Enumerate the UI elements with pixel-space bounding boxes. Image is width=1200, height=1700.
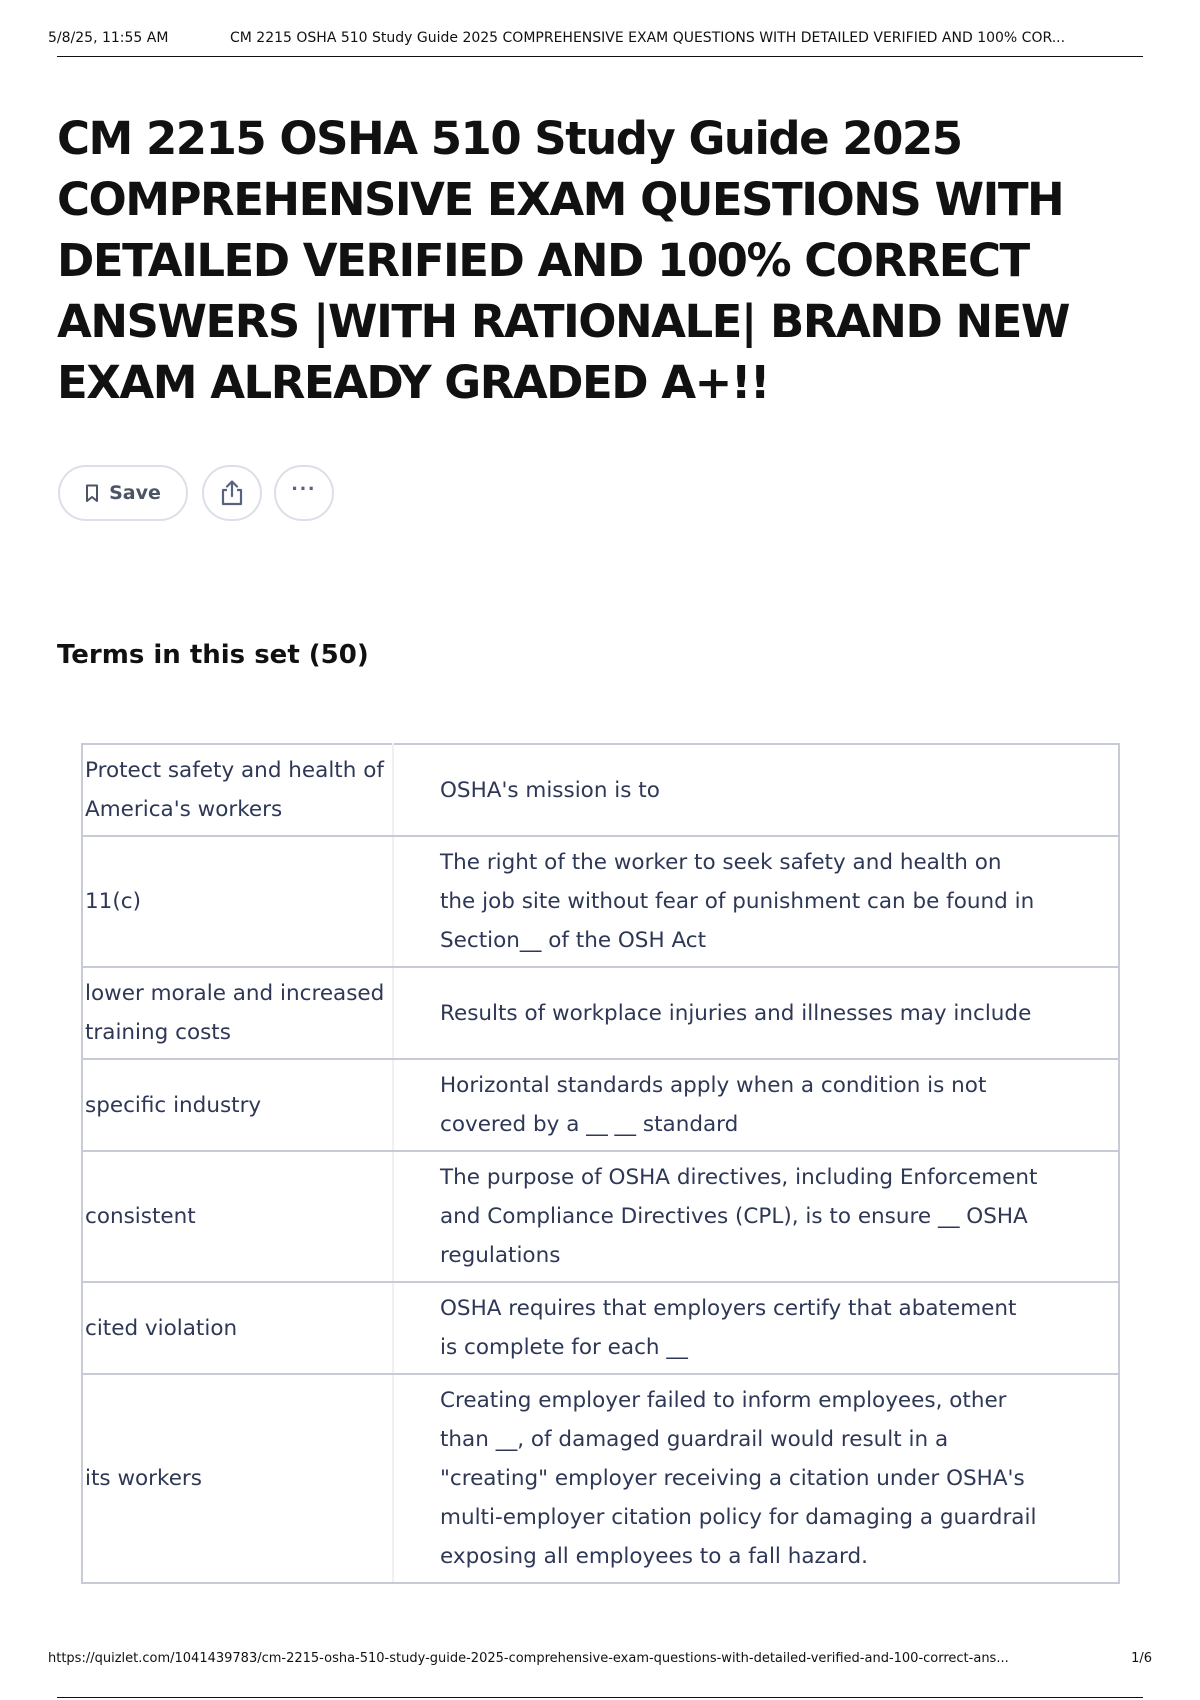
print-doc-title: CM 2215 OSHA 510 Study Guide 2025 COMPREHENSIVE EXAM QUESTIONS WITH DETAILED VERIFIED AND 100% COR... xyxy=(230,30,1066,46)
definition-cell: Horizontal standards apply when a condition is not covered by a __ __ standard xyxy=(393,1059,1119,1151)
more-options-button[interactable] xyxy=(274,465,334,521)
share-button[interactable] xyxy=(202,465,262,521)
definition-cell: Creating employer failed to inform employees, other than __, of damaged guardrail would result in a "creating" employer receiving a citation under OSHA's multi-employer citation policy for damaging a guardrail exposing all employees to a fall hazard. xyxy=(393,1374,1119,1583)
definition-cell: The right of the worker to seek safety and health on the job site without fear of punishment can be found in Section__ of the OSH Act xyxy=(393,836,1119,967)
definition-cell: OSHA requires that employers certify that abatement is complete for each __ xyxy=(393,1282,1119,1374)
footer-rule xyxy=(57,1697,1143,1698)
terms-heading: Terms in this set (50) xyxy=(57,640,369,670)
term-row xyxy=(82,744,1119,836)
save-button[interactable] xyxy=(58,465,188,521)
header-rule xyxy=(57,56,1143,57)
term-row xyxy=(82,1282,1119,1374)
term-cell: Protect safety and health of America's workers xyxy=(82,744,393,836)
save-label: Save xyxy=(109,482,161,504)
term-cell: cited violation xyxy=(82,1282,393,1374)
terms-table xyxy=(81,743,1120,1584)
definition-cell: The purpose of OSHA directives, including Enforcement and Compliance Directives (CPL), is to ensure __ OSHA regulations xyxy=(393,1151,1119,1282)
more-horizontal-icon: ··· xyxy=(291,476,317,501)
bookmark-icon xyxy=(85,484,99,503)
term-cell: its workers xyxy=(82,1374,393,1583)
term-row xyxy=(82,1151,1119,1282)
term-row xyxy=(82,1059,1119,1151)
term-cell: lower morale and increased training costs xyxy=(82,967,393,1059)
term-row xyxy=(82,836,1119,967)
term-cell: consistent xyxy=(82,1151,393,1282)
term-row xyxy=(82,1374,1119,1583)
term-cell: specific industry xyxy=(82,1059,393,1151)
definition-cell: Results of workplace injuries and illnesses may include xyxy=(393,967,1119,1059)
share-icon xyxy=(219,479,245,507)
page-title: CM 2215 OSHA 510 Study Guide 2025 COMPREHENSIVE EXAM QUESTIONS WITH DETAILED VERIFIED AND 100% CORRECT ANSWERS |WITH RATIONALE| BRAND NEW EXAM ALREADY GRADED A+!! xyxy=(57,112,1070,409)
term-cell: 11(c) xyxy=(82,836,393,967)
page-number: 1/6 xyxy=(1131,1651,1152,1666)
print-url: https://quizlet.com/1041439783/cm-2215-osha-510-study-guide-2025-comprehensive-exam-questions-with-detailed-verified-and-100-correct-ans... xyxy=(48,1651,1009,1666)
term-row xyxy=(82,967,1119,1059)
print-date: 5/8/25, 11:55 AM xyxy=(48,30,169,46)
definition-cell: OSHA's mission is to xyxy=(393,744,1119,836)
